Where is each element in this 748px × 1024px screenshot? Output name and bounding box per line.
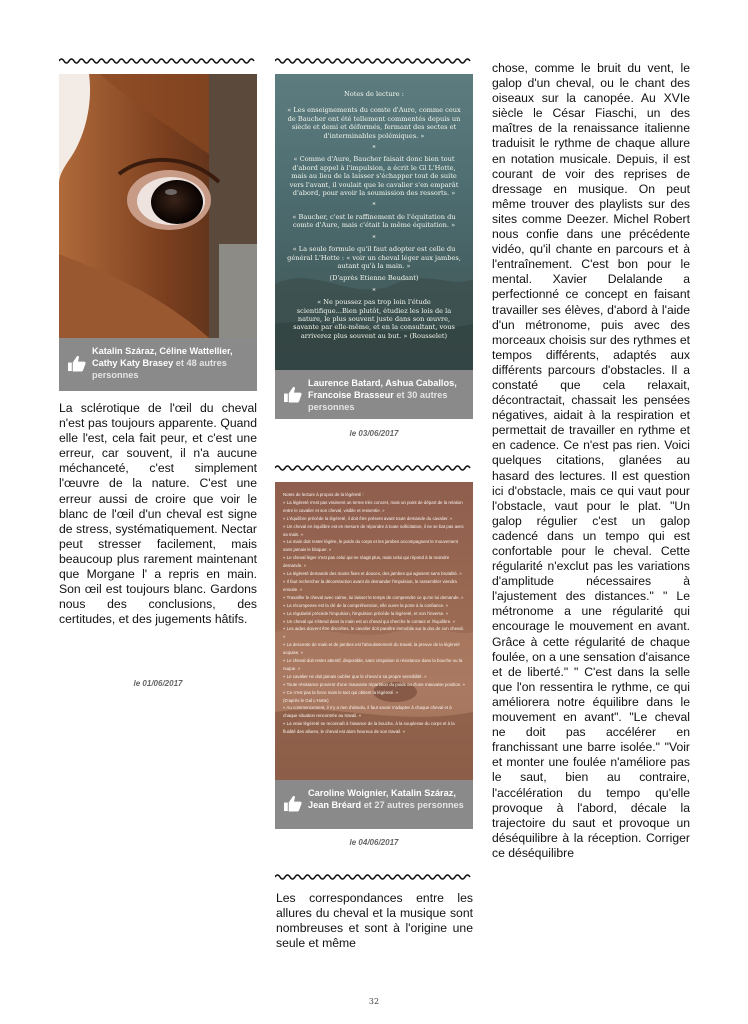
likes-others[interactable]: et 48 autres personnes: [92, 358, 227, 380]
quote-line: « La légèreté n'est pas vraiment un terme très concret, mais un point de départ de la relation entre le cavalier et son cheval, visible et ressentie. »: [283, 499, 463, 513]
likes-names[interactable]: Laurence Batard, Ashua Caballos, Francoise Brasseur: [308, 378, 457, 400]
post-date-middle-2: le 04/06/2017: [349, 838, 399, 847]
wavy-separator-middle-bottom: [275, 873, 473, 881]
likes-names[interactable]: Caroline Woignier, Katalin Száraz, Jean Bréard: [308, 788, 456, 810]
notes-star: *: [372, 201, 376, 210]
notes-title: Notes de lecture :: [344, 90, 404, 98]
middle-column-text: Les correspondances entre les allures du cheval et la musique sont nombreuses et sont à l'origine une seule et même: [276, 891, 473, 951]
notes-text: [275, 74, 473, 370]
quote-line: « Au commencement, il n'y a rien d'absolu, il faut savoir s'adapter à chaque cheval et à chaque situation rencontrée au travail. »: [283, 705, 452, 719]
thumbs-up-icon[interactable]: [283, 386, 302, 403]
quote-line: « Les aides doivent être discrètes, le cavalier doit paraître immobile sur le dos de son cheval. »: [283, 626, 464, 640]
quote-line: « Un cheval en équilibre est en mesure de répondre à toute sollicitation, il ne se bat pas avec sa main. »: [283, 523, 464, 537]
quote-line: « Le cheval léger n'est pas celui qui ne réagit plus, mais celui qui répond à la moindre demande. »: [283, 555, 450, 569]
quotes-panel-brown: [275, 482, 473, 780]
quote-line: (D'après le Gal L'Hotte): [283, 697, 329, 703]
post-date-middle-1: le 03/06/2017: [349, 429, 399, 438]
notes-star: *: [372, 286, 376, 295]
quote-line: « La légèreté demande des mains fixes et douces, des jambes qui agissent sans brutalité. »: [283, 571, 462, 577]
wavy-separator-left: [59, 57, 257, 65]
wavy-separator-middle-top: [275, 57, 473, 65]
likes-others[interactable]: et 27 autres personnes: [363, 800, 464, 810]
notes-quote: « Baucher, c'est le raffinement de l'équitation du comte d'Aure, mais c'était la même équitation. »: [292, 212, 456, 230]
quote-line: « Le cavalier ne doit jamais oublier que le cheval a sa propre sensibilité. »: [283, 673, 427, 679]
quote-line: « Toute résistance provient d'une mauvaise répartition du poids ou d'une mauvaise position. »: [283, 681, 465, 687]
likes-caption-left: [59, 338, 257, 391]
horse-eye-illustration: [59, 74, 257, 338]
notes-star: *: [372, 144, 376, 153]
quotes-text: [275, 482, 473, 780]
quote-line: « La vraie légèreté se reconnaît à l'aisance de la bouche, à la souplesse du corps et à la fluidité des allures, le cheval est alors heureux de son travail. »: [283, 721, 455, 735]
notes-quote: « La seule formule qu'il faut adopter est celle du général L'Hotte : « voir un cheval léger aux jambes, autant qu'à la main. »: [287, 245, 461, 270]
horse-eye-photo: [59, 74, 257, 338]
quote-line: « Travailler le cheval avec calme, lui laisser le temps de comprendre ce qu'on lui demande. »: [283, 594, 464, 600]
quote-line: « Un cheval qui s'étend dans la main est un cheval qui cherche le contact et l'équilibre. »: [283, 618, 456, 624]
thumbs-up-icon[interactable]: [67, 355, 86, 372]
quote-line: Notes de lecture à propos de la légèreté :: [283, 492, 364, 497]
quote-line: « La régularité précède l'impulsion, l'impulsion précède la légèreté, et non l'inverse. »: [283, 610, 449, 616]
quote-line: « Ce n'est pas la force mais le tact qui obtient la légèreté. »: [283, 689, 399, 695]
quote-line: « Il faut rechercher la décontraction avant de demander l'impulsion, le rassembler viendra ensuite. »: [283, 578, 457, 592]
likes-others[interactable]: et 30 autres personnes: [308, 390, 448, 412]
wavy-separator-middle-mid: [275, 464, 473, 472]
quote-line: « La main doit rester légère, le poids du corps et les jambes accompagnent le mouvement sans jamais le bloquer. »: [283, 539, 458, 553]
notes-attribution: (D'après Etienne Beudant): [329, 274, 419, 283]
notes-quote: « Ne poussez pas trop loin l'étude scientifique...Bien plutôt, étudiez les lois de la nature, le plus souvent juste dans son œuvre, savante par elle-même, et en la consultant, vous arriverez plus souvent au but. » (Rousselet): [293, 298, 455, 340]
page-number: 32: [368, 997, 380, 1006]
notes-panel-teal: [275, 74, 473, 370]
thumbs-up-icon[interactable]: [283, 795, 302, 812]
quote-line: « La descente de main et de jambes est l'aboutissement du travail, la preuve de la légèreté acquise. »: [283, 642, 460, 656]
notes-quote: « Les enseignements du comte d'Aure, comme ceux de Baucher ont été tellement commentés depuis un siècle et demi et déformés, fermant des sectes et d'interminables polémiques. »: [287, 106, 461, 140]
likes-caption-middle-2: [275, 780, 473, 829]
quote-line: « La récompense est la clé de la compréhension, elle ouvre la porte à la confiance. »: [283, 602, 448, 608]
post-date-left: le 01/06/2017: [133, 679, 183, 688]
notes-star: *: [372, 233, 376, 242]
quote-line: « Le cheval doit rester attentif, disponible, sans crispation ni résistance dans la bouche ou la nuque. »: [283, 658, 463, 671]
left-column-text: La sclérotique de l'œil du cheval n'est pas toujours apparente. Quand elle l'est, cela fait peur, et c'est une erreur, car souvent, il n'a aucune méchanceté, c'est simplement l'œuvre de la nature. C'est une erreur aussi de croire que voir le blanc de l'œil d'un cheval est signe de stress, systématiquement. Nectar peut stresser facilement, mais beaucoup plus rarement maintenant que Morgane l' a repris en main. Son œil est toujours blanc. Gardons nous des conclusions, des certitudes, et des jugements hâtifs.: [59, 401, 257, 627]
likes-names[interactable]: Katalin Száraz, Céline Wattellier, Cathy Katy Brasey: [92, 346, 233, 368]
likes-caption-middle-1: [275, 370, 473, 419]
right-column-text: chose, comme le bruit du vent, le galop d'un cheval, ou le chant des oiseaux sur la canopée. Au XVIe siècle le César Fiaschi, un des maîtres de la renaissance italienne traduisit le rythme de chaque allure en notation musicale. Depuis, il est courant de voir des reprises de dressage en musique. On peut même trouver des playlists sur des sites comme Deezer. Michel Robert nous confie dans une précédente vidéo, qu'il chante en parcours et à l'entraînement. C'est bon pour le mental. Xavier Delalande a perfectionné ce concept en faisant travailler ses élèves, d'abord à l'aide d'un métronome, puis avec des morceaux choisis sur des rythmes et tempos différents, adaptés aux différents parcours d'obstacles. Il a constaté que cela relaxait, décontractait, chassait les pensées négatives, aidait à la respiration et permettait de travailler en rythme et en cadence. Ce n'est pas rien. Voici quelques citations, glanées au hasard des lectures. Il est question ici d'obstacle, mais ce qui vaut pour l'obstacle, vaut pour le plat. "Un galop régulier c'est un galop cadencé dans un tempo qui est confortable pour le cheval. Cette régularité n'exclut pas les variations d'amplitude nécessaires à l'ajustement des distances." " Le métronome a une régularité qui encourage le mouvement en avant. Grâce à cette régularité de chaque foulée, on a une sensation d'aisance et de liberté." " C'est dans la selle que l'on ressentira le rythme, ce qui améliorera notre équilibre dans le mouvement en avant". "Le cheval ne doit pas accélérer en franchissant une barre isolée." "Voir et monter une foulée n'améliore pas le saut, bien au contraire, l'accélération du tempo qu'elle provoque à l'abord, décale la trajectoire du saut et provoque un déséquilibre à la réception. Corriger ce déséquilibre: [492, 61, 690, 860]
quote-line: « L'équilibre précède la légèreté, il doit être présent avant toute demande du cavalier. »: [283, 515, 453, 521]
notes-quote: « Comme d'Aure, Baucher faisait donc bien tout d'abord appel à l'impulsion, a écrit le Gl L'Hotte, mais au lieu de la laisser s'échapper tout de suite vers l'avant, il voulait que le cavalier s'en emparât d'abord, pour avoir la soumission des ressorts. »: [289, 155, 459, 198]
